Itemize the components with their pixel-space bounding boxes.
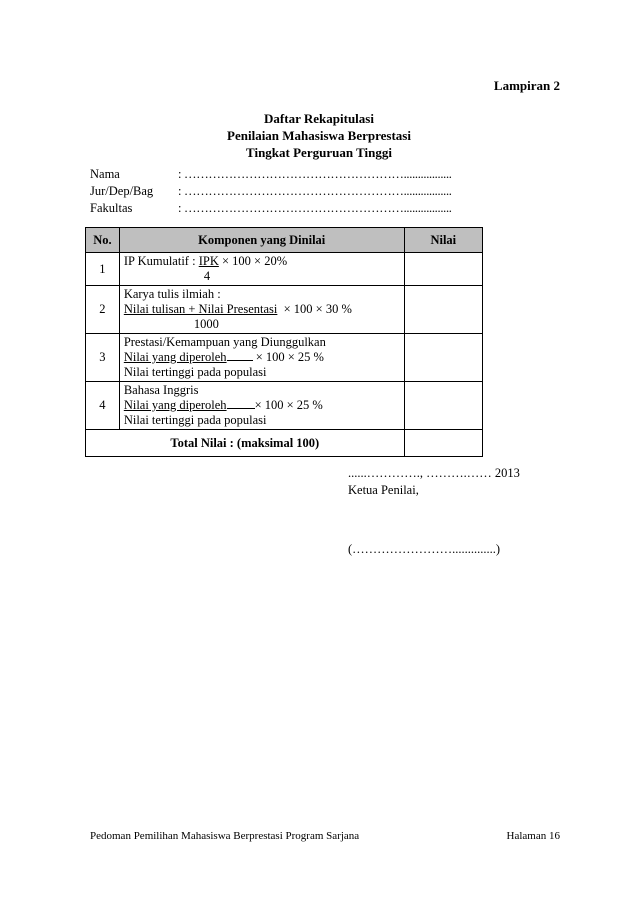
table-row [86,334,483,382]
row-number: 3 [86,334,120,382]
row-number: 1 [86,253,120,286]
formula-numerator: Nilai yang diperoleh [123,398,227,412]
component-title: Bahasa Inggris [123,383,199,397]
formula-numerator: Nilai tulisan + Nilai Presentasi [123,302,278,316]
table-header-row [86,228,483,253]
table-row [86,253,483,286]
score-cell [404,334,482,382]
component-cell [119,334,404,382]
formula-multiplier: × 100 × 25 % [252,350,324,364]
title-line-1: Daftar Rekapitulasi [264,111,374,126]
faculty-label: Fakultas [90,201,133,215]
title-line-3: Tingkat Perguruan Tinggi [246,145,392,160]
component-cell [119,286,404,334]
formula-denominator: Nilai tertinggi pada populasi [123,413,267,427]
score-cell [404,382,482,430]
total-label: Total Nilai : (maksimal 100) [86,430,405,457]
signature-role: Ketua Penilai, [348,483,419,497]
document-title [0,110,638,161]
assessment-table [85,227,483,457]
header-score: Nilai [404,228,482,253]
fraction-bar [227,350,253,361]
formula-denominator: 4 [203,269,211,283]
formula-line [124,350,404,365]
name-field: : ………………………………………………................. [178,167,452,181]
signature-name-line: (……………………..............) [348,542,501,556]
signature-date: ......…………., ……….…… 2013 [348,466,520,480]
formula-denominator: Nilai tertinggi pada populasi [123,365,267,379]
total-score-cell [404,430,482,457]
formula-numerator: IPK [198,254,219,268]
footer-guide-title: Pedoman Pemilihan Mahasiswa Berprestasi Program Sarjana [90,830,360,842]
title-line-2: Penilaian Mahasiswa Berprestasi [227,128,411,143]
formula-multiplier: × 100 × 30 % [277,302,352,316]
formula-line [124,254,404,269]
score-cell [404,253,482,286]
formula-multiplier: × 100 × 25 % [254,398,323,412]
header-no: No. [86,228,120,253]
score-cell [404,286,482,334]
component-title: Prestasi/Kemampuan yang Diunggulkan [123,335,326,349]
department-field: : ………………………………………………................. [178,184,452,198]
formula-denominator: 1000 [193,317,219,331]
header-component: Komponen yang Dinilai [119,228,404,253]
formula-numerator: Nilai yang diperoleh [123,350,227,364]
formula-line [124,302,404,317]
table-row [86,286,483,334]
fraction-bar [227,398,255,409]
formula-label: IP Kumulatif : [123,254,199,268]
component-title: Karya tulis ilmiah : [123,287,221,301]
component-cell [119,253,404,286]
row-number: 2 [86,286,120,334]
formula-multiplier: × 100 × 20% [218,254,288,268]
formula-line [124,398,404,413]
table-row [86,382,483,430]
component-cell [119,382,404,430]
total-row [86,430,483,457]
faculty-field: : ………………………………………………................. [178,201,452,215]
name-label: Nama [90,167,120,181]
department-label: Jur/Dep/Bag [90,184,154,198]
appendix-label: Lampiran 2 [493,78,560,93]
footer-page-number: Halaman 16 [506,830,560,842]
row-number: 4 [86,382,120,430]
